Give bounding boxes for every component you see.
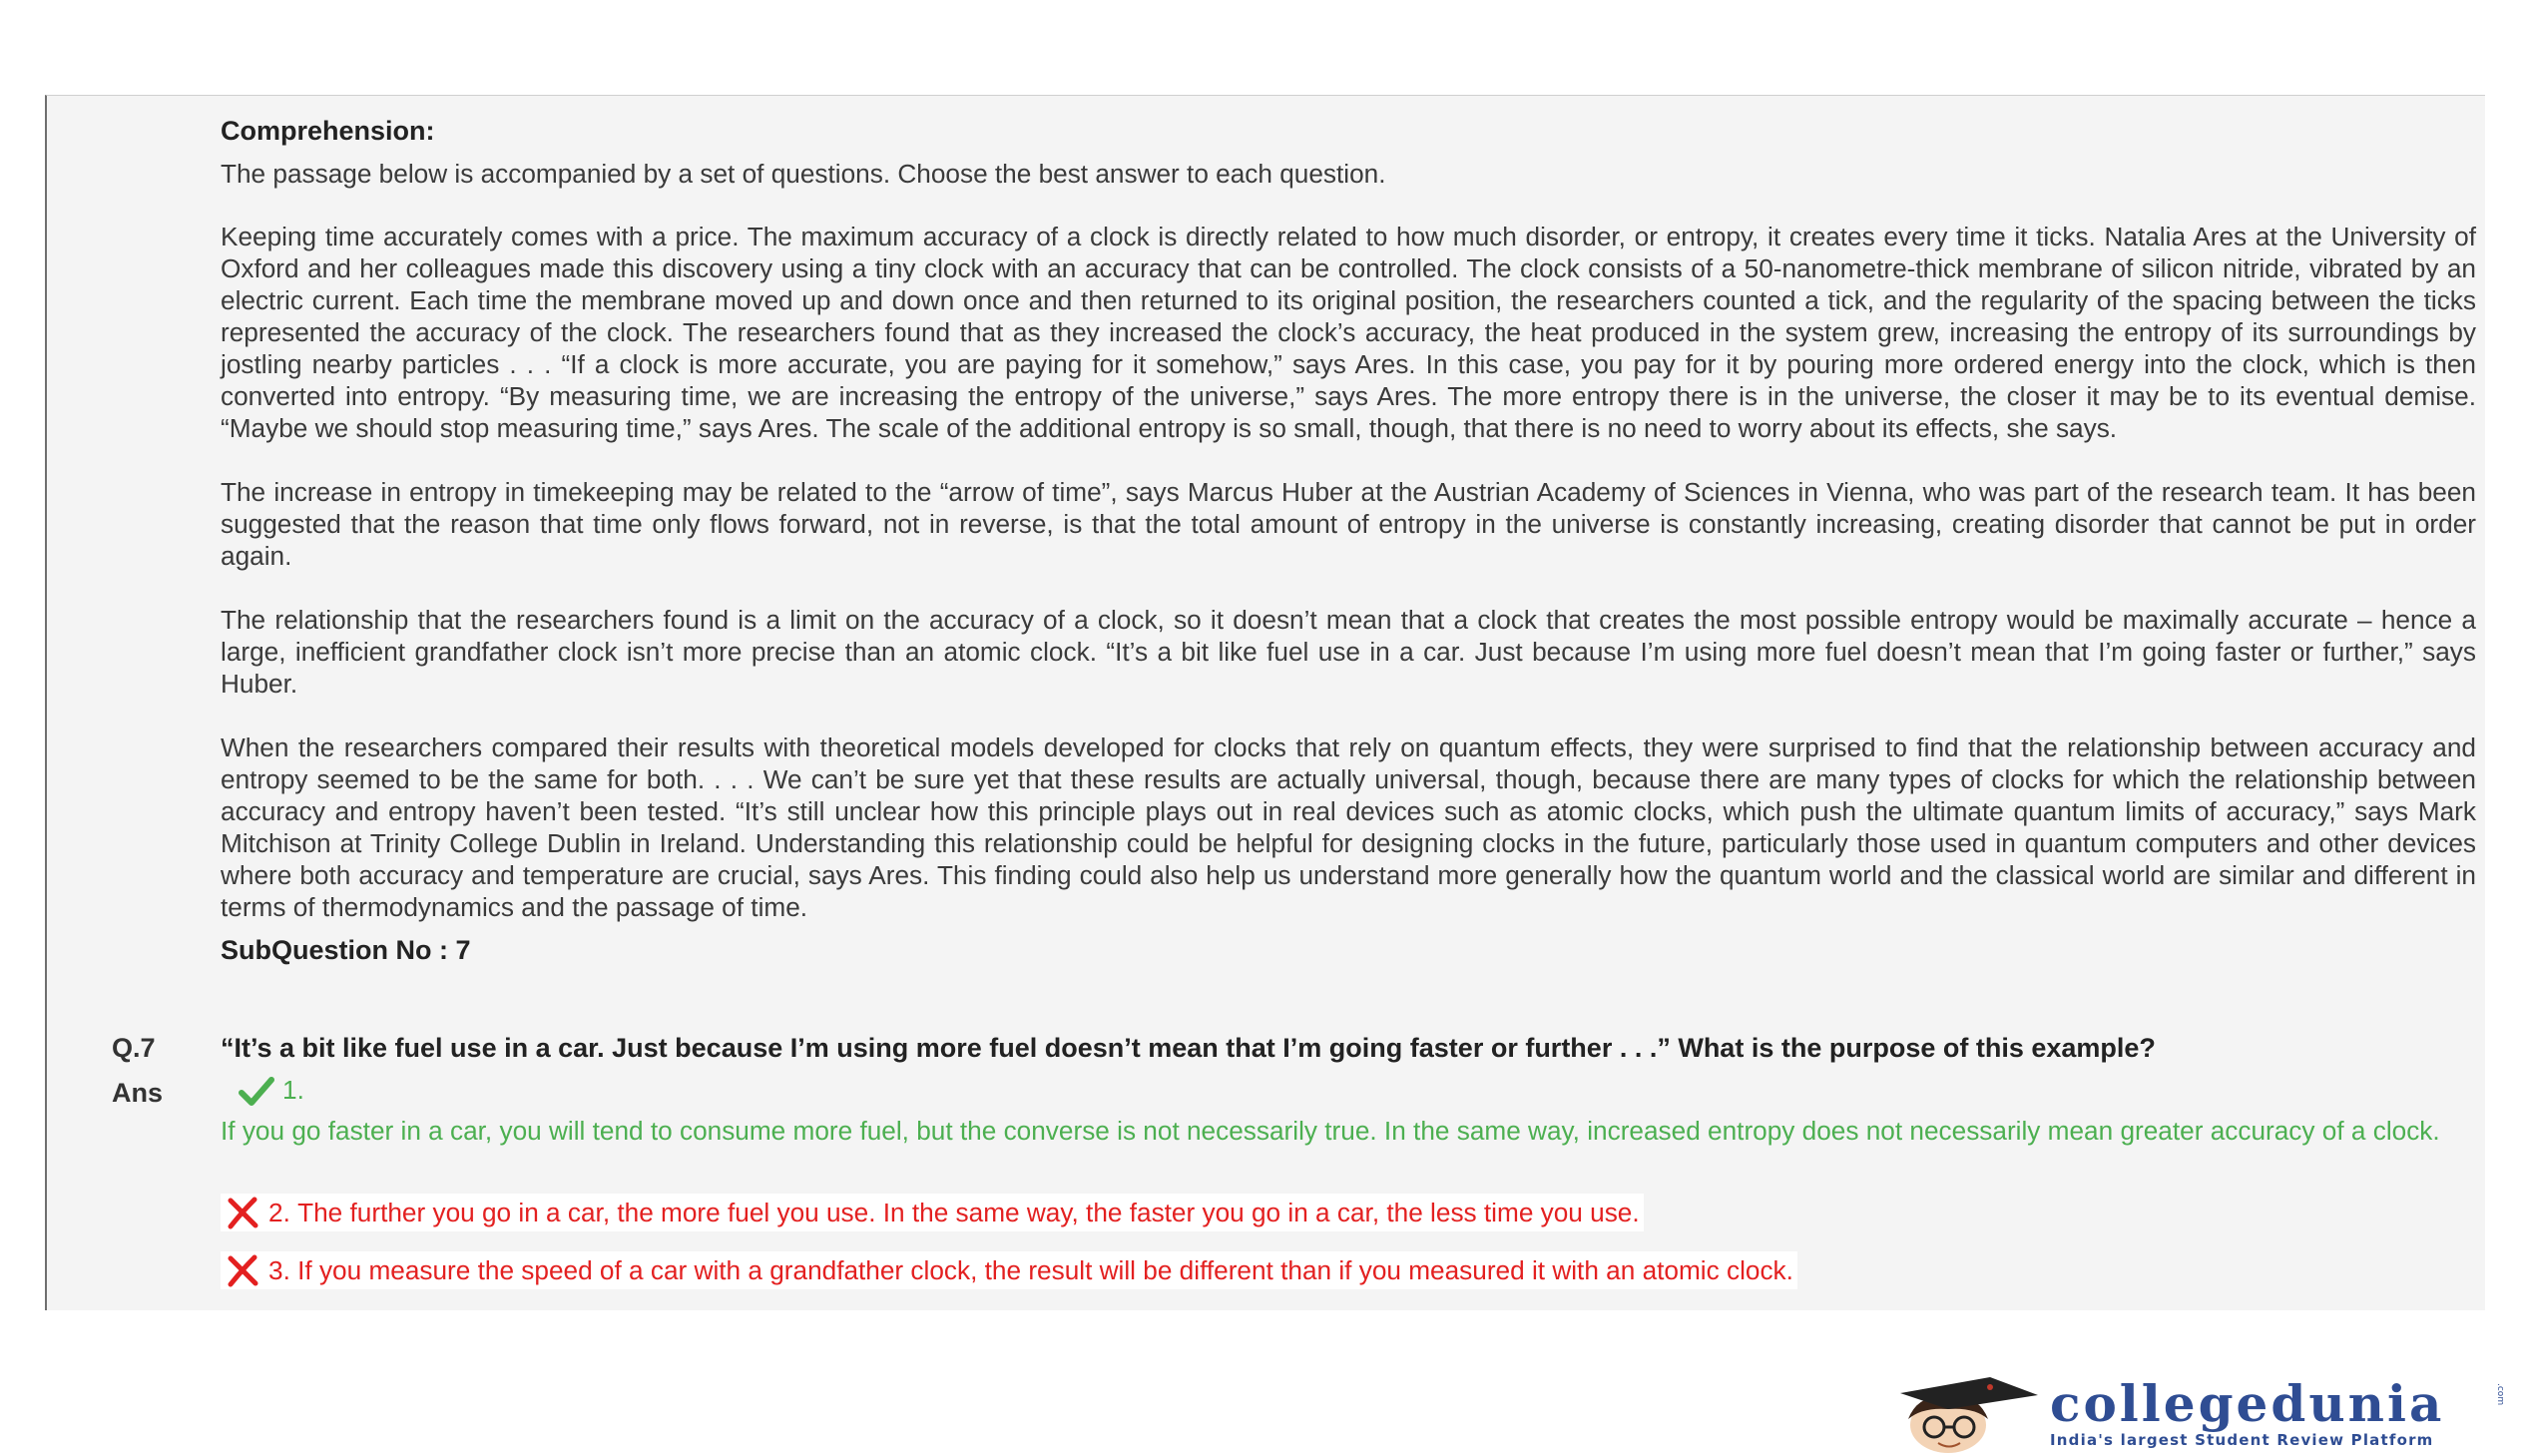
option-text: If you measure the speed of a car with a grandfather clock, the result will be different than if you measured it with an atomic clock.: [297, 1255, 1793, 1285]
passage-intro: The passage below is accompanied by a set of questions. Choose the best answer to each question.: [221, 159, 1386, 189]
check-icon: [239, 1075, 274, 1109]
option-number: 3.: [268, 1255, 290, 1285]
cross-icon: [225, 1196, 260, 1229]
collegedunia-logo[interactable]: [1878, 1375, 2517, 1455]
comprehension-content: [221, 114, 2476, 967]
passage-paragraph: The increase in entropy in timekeeping may be related to the “arrow of time”, says Marcus Huber at the Austrian Academy of Sciences in Vienna, who was part of the research team. It has been suggested that the reason that time only flows forward, not in reverse, is that the total amount of entropy in the universe is constantly increasing, creating disorder that cannot be put in order again.: [221, 477, 2476, 571]
cross-icon: [225, 1253, 260, 1287]
mascot-icon: [1878, 1375, 2048, 1455]
passage-paragraph: When the researchers compared their results with theoretical models developed for clocks that rely on quantum effects, they were surprised to find that the relationship between accuracy and entropy seemed to be the same for both. . . . We can’t be sure yet that these results are actually universal, though, because there are many types of clocks for which the relationship between accuracy and entropy haven’t been tested. “It’s still unclear how this principle plays out in real devices such as atomic clocks, which push the ultimate quantum limits of accuracy,” says Mark Mitchison at Trinity College Dublin in Ireland. Understanding this relationship could be helpful for designing clocks in the future, particularly those used in quantum computers and other devices where both accuracy and temperature are crucial, says Ares. This finding could also help us understand more generally how the quantum world and the classical world are similar and different in terms of thermodynamics and the passage of time.: [221, 732, 2476, 922]
option-number: 2.: [268, 1198, 290, 1227]
brand-domain: .com: [2495, 1383, 2505, 1406]
option-text: The further you go in a car, the more fuel you use. In the same way, the faster you go in a car, the less time you use.: [297, 1198, 1640, 1227]
comprehension-heading: Comprehension:: [221, 116, 435, 146]
answer-label: Ans: [112, 1078, 164, 1108]
option-text: If you go faster in a car, you will tend to consume more fuel, but the converse is not necessarily true. In the same way, increased entropy does not necessarily mean greater accuracy of a clock.: [221, 1116, 2440, 1147]
option-3[interactable]: [221, 1251, 2476, 1294]
passage-paragraph: The relationship that the researchers found is a limit on the accuracy of a clock, so it doesn’t mean that a clock that creates the most possible entropy would be maximally accurate – hence a large, inefficient grandfather clock isn’t more precise than an atomic clock. “It’s a bit like fuel use in a car. Just because I’m using more fuel doesn’t mean that I’m going faster or further,” says Huber.: [221, 605, 2476, 699]
brand-name: collegedunia: [2050, 1374, 2445, 1433]
question-number: Q.7: [112, 1033, 156, 1063]
subquestion-label: SubQuestion No : 7: [221, 935, 471, 965]
passage-paragraph: Keeping time accurately comes with a price. The maximum accuracy of a clock is directly related to how much disorder, or entropy, it creates every time it ticks. Natalia Ares at the University of Oxford and her colleagues made this discovery using a tiny clock with an accuracy that can be controlled. The clock consists of a 50-nanometre-thick membrane of silicon nitride, vibrated by an electric current. Each time the membrane moved up and down once and then returned to its original position, the researchers counted a tick, and the regularity of the spacing between the ticks represented the accuracy of the clock. The researchers found that as they increased the clock’s accuracy, the heat produced in the system grew, increasing the entropy of its surroundings by jostling nearby particles . . . “If a clock is more accurate, you are paying for it somehow,” says Ares. In this case, you pay for it by pouring more ordered energy into the clock, which is then converted into entropy. “By measuring time, we are increasing the entropy of the universe,” says Ares. The more entropy there is in the universe, the closer it may be to its eventual demise. “Maybe we should stop measuring time,” says Ares. The scale of the additional entropy is so small, though, that there is no need to worry about its effects, she says.: [221, 222, 2476, 443]
option-2[interactable]: [221, 1194, 2476, 1236]
option-1[interactable]: [221, 1074, 2476, 1147]
brand-tagline: India's largest Student Review Platform: [2050, 1431, 2434, 1449]
question-text: “It’s a bit like fuel use in a car. Just because I’m using more fuel doesn’t mean that I’m going faster or further . . .” What is the purpose of this example?: [221, 1033, 2156, 1063]
question-panel: [45, 95, 2485, 1310]
option-number: 1.: [282, 1075, 304, 1105]
